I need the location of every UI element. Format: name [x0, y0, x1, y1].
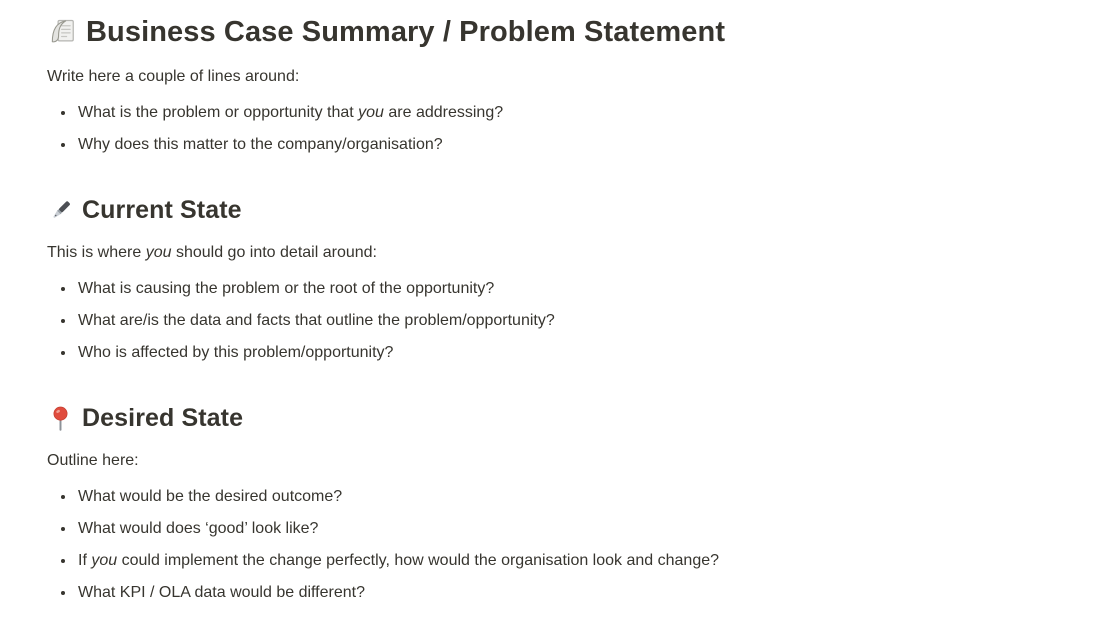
- section-heading-text: Desired State: [82, 404, 244, 432]
- emphasized-text: you: [358, 104, 384, 121]
- list-item: • What would be the desired outcome?: [76, 481, 1072, 513]
- bullet-list: [47, 481, 1072, 609]
- section-heading-text: Current State: [82, 196, 242, 224]
- section-heading-desired-state: [47, 400, 1072, 436]
- section-heading-current-state: [47, 192, 1072, 228]
- list-item: • What is the problem or opportunity that you are addressing?: [76, 97, 1072, 129]
- intro-paragraph: Outline here:: [47, 452, 139, 469]
- intro-paragraph: This is where you should go into detail around:: [47, 244, 377, 261]
- bullet-list: [47, 97, 1072, 161]
- list-item: • What is causing the problem or the root of the opportunity?: [76, 273, 1072, 305]
- bullet-list: [47, 273, 1072, 369]
- list-item: • What would does ‘good’ look like?: [76, 513, 1072, 545]
- intro-paragraph: Write here a couple of lines around:: [47, 68, 300, 85]
- emphasized-text: you: [91, 552, 118, 569]
- round-pushpin-icon: [47, 405, 74, 432]
- list-item: • What KPI / OLA data would be different?: [76, 577, 1072, 609]
- list-item: • If you could implement the change perfectly, how would the organisation look and change?: [76, 545, 1072, 577]
- list-item: • What are/is the data and facts that outline the problem/opportunity?: [76, 305, 1072, 337]
- page-title: [47, 12, 1072, 52]
- page-title-text: Business Case Summary / Problem Statement: [86, 16, 726, 48]
- page-with-curl-icon: [47, 16, 79, 48]
- emphasized-text: you: [145, 244, 172, 261]
- pen-icon: [47, 197, 74, 224]
- list-item: • Who is affected by this problem/opportunity?: [76, 337, 1072, 369]
- list-item: • Why does this matter to the company/organisation?: [76, 129, 1072, 161]
